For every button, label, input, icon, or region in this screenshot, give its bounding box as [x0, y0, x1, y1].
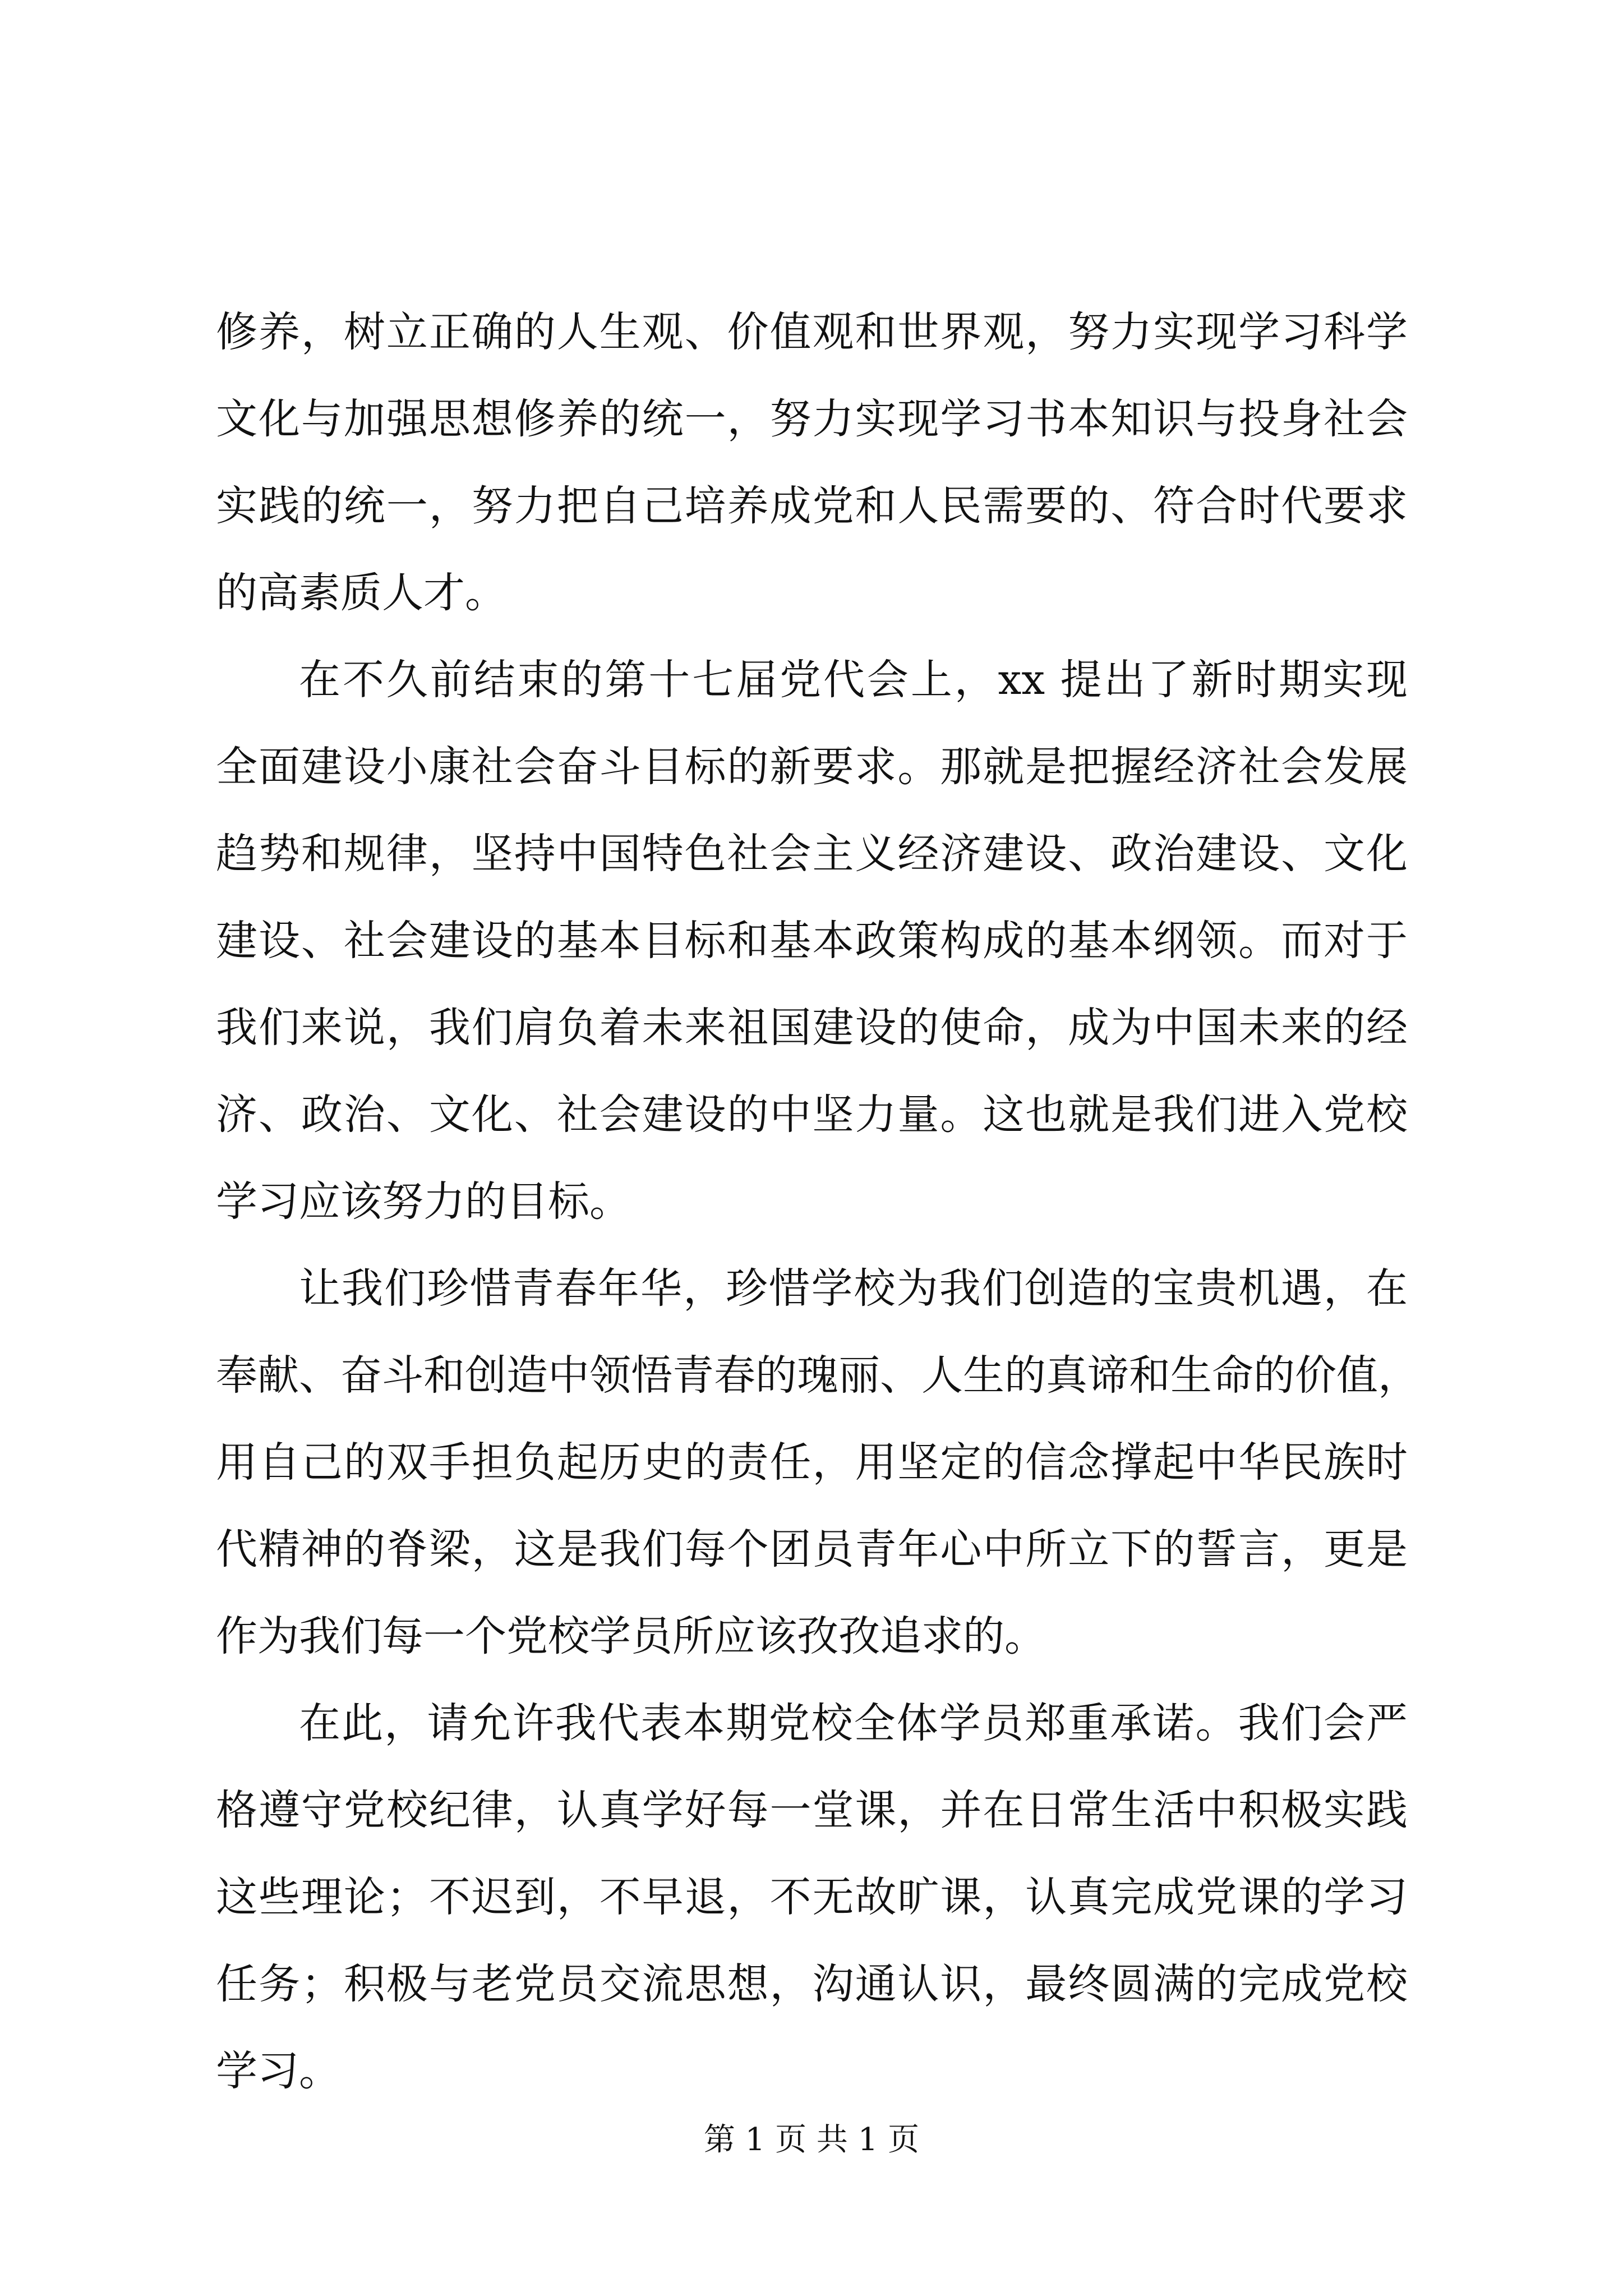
text-line: 代精神的脊梁，这是我们每个团员青年心中所立下的誓言，更是 [216, 1525, 1408, 1573]
text-line: 实践的统一，努力把自己培养成党和人民需要的、符合时代要求 [216, 482, 1408, 530]
text-line: 济、政治、文化、社会建设的中坚力量。这也就是我们进入党校 [216, 1091, 1408, 1139]
text-line: 这些理论；不迟到，不早退，不无故旷课，认真完成党课的学习 [216, 1873, 1408, 1921]
text-line: 奉献、奋斗和创造中领悟青春的瑰丽、人生的真谛和生命的价值， [216, 1351, 1419, 1400]
text-line: 用自己的双手担负起历史的责任，用坚定的信念撑起中华民族时 [216, 1438, 1408, 1487]
text-line: 全面建设小康社会奋斗目标的新要求。那就是把握经济社会发展 [216, 743, 1408, 791]
text-line: 在不久前结束的第十七届党代会上，xx 提出了新时期实现 [299, 656, 1408, 704]
text-line: 作为我们每一个党校学员所应该孜孜追求的。 [216, 1612, 1046, 1660]
text-line: 在此，请允许我代表本期党校全体学员郑重承诺。我们会严 [299, 1699, 1408, 1747]
text-line: 格遵守党校纪律，认真学好每一堂课，并在日常生活中积极实践 [216, 1786, 1408, 1834]
text-line: 我们来说，我们肩负着未来祖国建设的使命，成为中国未来的经 [216, 1004, 1408, 1052]
text-line: 修养，树立正确的人生观、价值观和世界观，努力实现学习科学 [216, 308, 1408, 356]
text-line: 学习。 [216, 2047, 340, 2095]
text-line: 的高素质人才。 [216, 569, 506, 617]
text-line: 让我们珍惜青春年华，珍惜学校为我们创造的宝贵机遇，在 [299, 1264, 1408, 1313]
document-body [216, 289, 1419, 2115]
text-line: 文化与加强思想修养的统一，努力实现学习书本知识与投身社会 [216, 395, 1408, 443]
text-line: 学习应该努力的目标。 [216, 1177, 631, 1226]
text-line: 建设、社会建设的基本目标和基本政策构成的基本纲领。而对于 [216, 917, 1408, 965]
text-line: 任务；积极与老党员交流思想，沟通认识，最终圆满的完成党校 [216, 1960, 1408, 2008]
text-line: 趋势和规律，坚持中国特色社会主义经济建设、政治建设、文化 [216, 830, 1408, 878]
page-number-footer: 第 1 页 共 1 页 [703, 2122, 920, 2158]
